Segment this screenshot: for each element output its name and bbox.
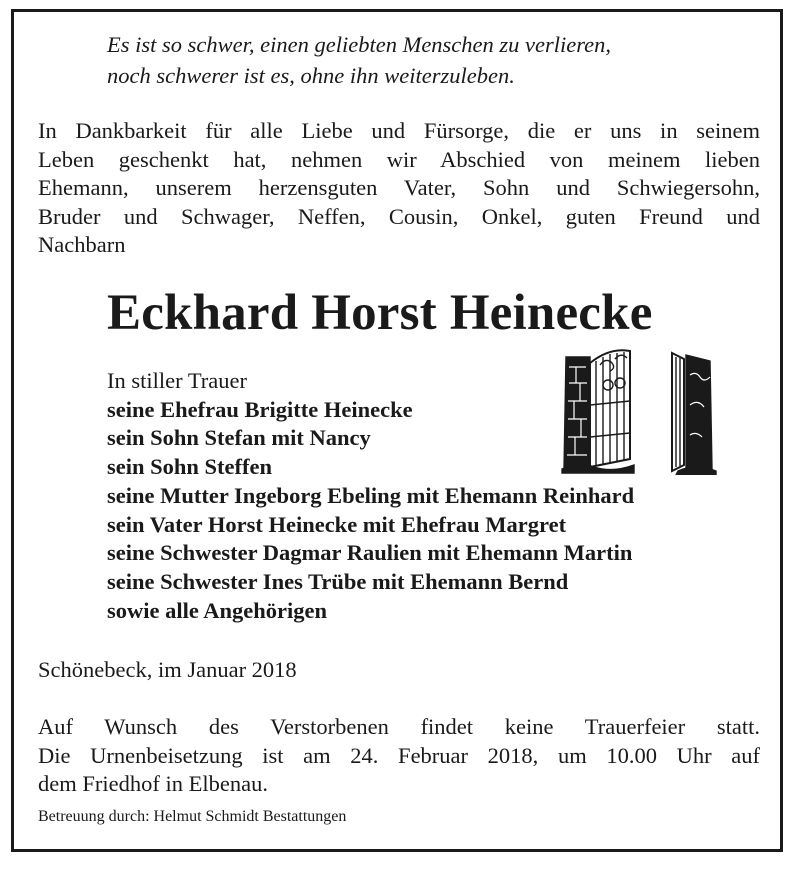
mourner-entry: seine Schwester Dagmar Raulien mit Ehemann Martin bbox=[107, 540, 633, 566]
mourner-entry: sein Sohn Stefan mit Nancy bbox=[107, 425, 371, 451]
mourner-entry: seine Mutter Ingeborg Ebeling mit Ehemann Reinhard bbox=[107, 482, 635, 508]
undertaker-credit: Betreuung durch: Helmut Schmidt Bestattungen bbox=[38, 808, 347, 825]
mourners-lead: In stiller Trauer bbox=[107, 368, 247, 393]
mourner-entry: sein Sohn Steffen bbox=[107, 454, 273, 480]
mourner-entry: sein Vater Horst Heinecke mit Ehefrau Margret bbox=[107, 511, 567, 537]
open-garden-gate-icon bbox=[560, 345, 720, 475]
quote-line: noch schwerer ist es, ohne ihn weiterzuleben. bbox=[107, 63, 515, 88]
mourner-entry: sowie alle Angehörigen bbox=[107, 597, 327, 623]
mourners-block bbox=[107, 367, 634, 625]
intro-line: Bruder und Schwager, Neffen, Cousin, Onkel, guten Freund und bbox=[38, 203, 760, 229]
intro-line: Leben geschenkt hat, nehmen wir Abschied von meinem lieben bbox=[38, 146, 760, 172]
deceased-name: Eckhard Horst Heinecke bbox=[107, 285, 653, 341]
mourner-entry: seine Schwester Ines Trübe mit Ehemann Bernd bbox=[107, 568, 569, 594]
mourner-entry: seine Ehefrau Brigitte Heinecke bbox=[107, 396, 413, 422]
notice-line: Auf Wunsch des Verstorbenen findet keine Trauerfeier statt. bbox=[38, 714, 760, 739]
notice-line: Die Urnenbeisetzung ist am 24. Februar 2018, um 10.00 Uhr auf bbox=[38, 742, 760, 768]
opening-quote bbox=[107, 29, 611, 91]
intro-line: Nachbarn bbox=[38, 232, 126, 257]
place-and-date: Schönebeck, im Januar 2018 bbox=[38, 657, 297, 682]
intro-line: Ehemann, unserem herzensguten Vater, Sohn und Schwiegersohn, bbox=[38, 175, 760, 200]
intro-paragraph bbox=[38, 117, 760, 260]
intro-line: In Dankbarkeit für alle Liebe und Fürsorge, die er uns in seinem bbox=[38, 118, 760, 143]
funeral-notice bbox=[38, 713, 760, 799]
notice-line: dem Friedhof in Elbenau. bbox=[38, 771, 268, 796]
quote-line: Es ist so schwer, einen geliebten Menschen zu verlieren, bbox=[107, 32, 612, 57]
